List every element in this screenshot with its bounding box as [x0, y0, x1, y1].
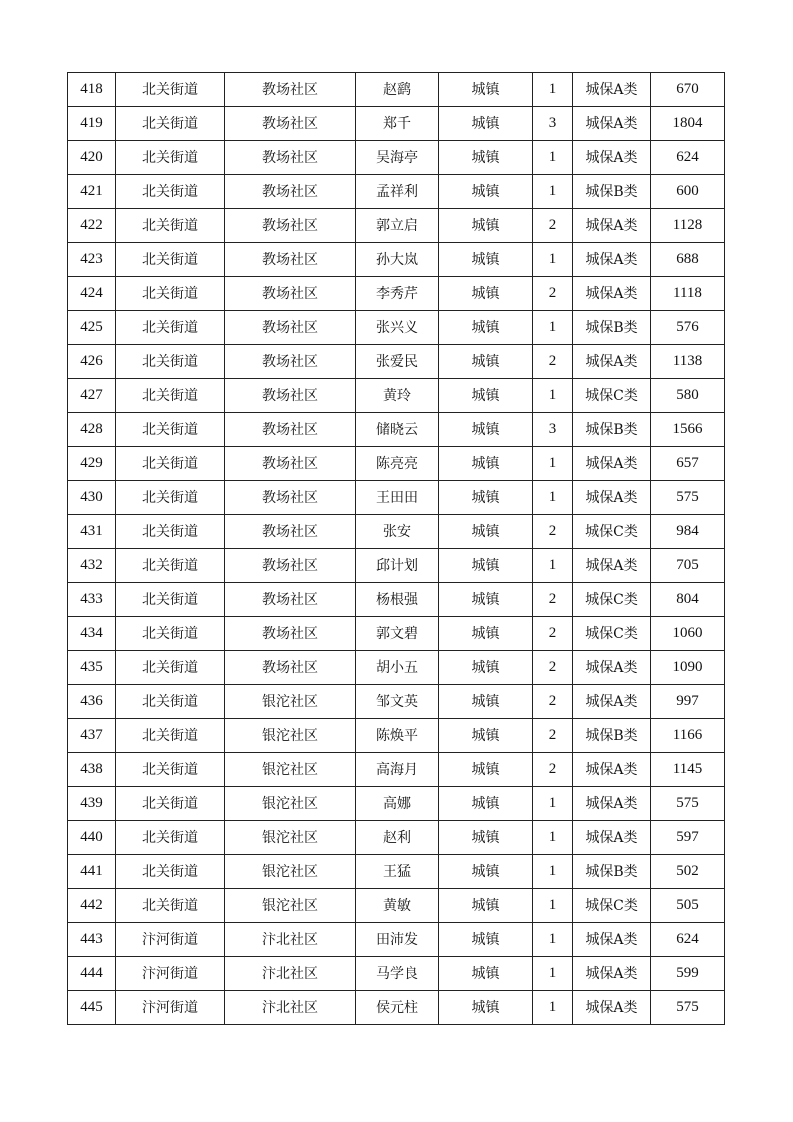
subdistrict-cell: 北关街道	[116, 209, 225, 243]
residence-type-cell: 城镇	[439, 855, 533, 889]
subdistrict-cell: 汴河街道	[116, 923, 225, 957]
row-number-cell: 425	[68, 311, 116, 345]
community-cell: 教场社区	[225, 73, 356, 107]
table-row	[68, 821, 725, 855]
name-cell: 杨根强	[356, 583, 439, 617]
subdistrict-cell: 北关街道	[116, 413, 225, 447]
name-cell: 储晓云	[356, 413, 439, 447]
community-cell: 教场社区	[225, 481, 356, 515]
name-cell: 高娜	[356, 787, 439, 821]
name-cell: 张爱民	[356, 345, 439, 379]
name-cell: 邹文英	[356, 685, 439, 719]
subdistrict-cell: 北关街道	[116, 73, 225, 107]
assistance-category-cell: 城保A类	[573, 209, 651, 243]
community-cell: 银沱社区	[225, 719, 356, 753]
household-size-cell: 1	[533, 175, 573, 209]
name-cell: 邱计划	[356, 549, 439, 583]
name-cell: 黄玲	[356, 379, 439, 413]
subdistrict-cell: 北关街道	[116, 787, 225, 821]
row-number-cell: 437	[68, 719, 116, 753]
row-number-cell: 438	[68, 753, 116, 787]
amount-cell: 575	[651, 481, 725, 515]
household-size-cell: 1	[533, 481, 573, 515]
community-cell: 教场社区	[225, 345, 356, 379]
name-cell: 赵利	[356, 821, 439, 855]
assistance-category-cell: 城保B类	[573, 311, 651, 345]
household-size-cell: 1	[533, 243, 573, 277]
row-number-cell: 429	[68, 447, 116, 481]
assistance-category-cell: 城保A类	[573, 141, 651, 175]
name-cell: 李秀芹	[356, 277, 439, 311]
residence-type-cell: 城镇	[439, 651, 533, 685]
residence-type-cell: 城镇	[439, 923, 533, 957]
assistance-category-cell: 城保A类	[573, 73, 651, 107]
table-row	[68, 209, 725, 243]
table-row	[68, 345, 725, 379]
name-cell: 侯元柱	[356, 991, 439, 1025]
household-size-cell: 2	[533, 583, 573, 617]
household-size-cell: 1	[533, 855, 573, 889]
name-cell: 吴海亭	[356, 141, 439, 175]
assistance-category-cell: 城保A类	[573, 243, 651, 277]
subdistrict-cell: 北关街道	[116, 753, 225, 787]
name-cell: 高海月	[356, 753, 439, 787]
household-size-cell: 1	[533, 991, 573, 1025]
assistance-category-cell: 城保B类	[573, 175, 651, 209]
residence-type-cell: 城镇	[439, 447, 533, 481]
amount-cell: 1090	[651, 651, 725, 685]
residence-type-cell: 城镇	[439, 549, 533, 583]
amount-cell: 1166	[651, 719, 725, 753]
table-row	[68, 617, 725, 651]
residence-type-cell: 城镇	[439, 413, 533, 447]
community-cell: 教场社区	[225, 243, 356, 277]
row-number-cell: 441	[68, 855, 116, 889]
assistance-category-cell: 城保A类	[573, 447, 651, 481]
amount-cell: 688	[651, 243, 725, 277]
assistance-category-cell: 城保A类	[573, 787, 651, 821]
subdistrict-cell: 北关街道	[116, 583, 225, 617]
residence-type-cell: 城镇	[439, 685, 533, 719]
name-cell: 赵鹞	[356, 73, 439, 107]
amount-cell: 1118	[651, 277, 725, 311]
table-row	[68, 447, 725, 481]
row-number-cell: 431	[68, 515, 116, 549]
amount-cell: 670	[651, 73, 725, 107]
row-number-cell: 443	[68, 923, 116, 957]
community-cell: 银沱社区	[225, 889, 356, 923]
household-size-cell: 3	[533, 413, 573, 447]
subdistrict-cell: 北关街道	[116, 141, 225, 175]
name-cell: 郭立启	[356, 209, 439, 243]
amount-cell: 804	[651, 583, 725, 617]
name-cell: 郭文碧	[356, 617, 439, 651]
row-number-cell: 445	[68, 991, 116, 1025]
table-row	[68, 719, 725, 753]
subdistrict-cell: 北关街道	[116, 855, 225, 889]
residence-type-cell: 城镇	[439, 719, 533, 753]
table-row	[68, 957, 725, 991]
name-cell: 胡小五	[356, 651, 439, 685]
row-number-cell: 422	[68, 209, 116, 243]
table-row	[68, 855, 725, 889]
table-row	[68, 175, 725, 209]
amount-cell: 1804	[651, 107, 725, 141]
row-number-cell: 430	[68, 481, 116, 515]
table-row	[68, 685, 725, 719]
assistance-category-cell: 城保C类	[573, 583, 651, 617]
residence-type-cell: 城镇	[439, 889, 533, 923]
name-cell: 王田田	[356, 481, 439, 515]
row-number-cell: 435	[68, 651, 116, 685]
assistance-category-cell: 城保A类	[573, 821, 651, 855]
table-row	[68, 889, 725, 923]
name-cell: 黄敏	[356, 889, 439, 923]
table-row	[68, 413, 725, 447]
assistance-category-cell: 城保A类	[573, 957, 651, 991]
row-number-cell: 418	[68, 73, 116, 107]
name-cell: 孟祥利	[356, 175, 439, 209]
table-row	[68, 107, 725, 141]
residence-type-cell: 城镇	[439, 107, 533, 141]
subdistrict-cell: 北关街道	[116, 685, 225, 719]
row-number-cell: 439	[68, 787, 116, 821]
community-cell: 教场社区	[225, 583, 356, 617]
household-size-cell: 2	[533, 617, 573, 651]
assistance-category-cell: 城保B类	[573, 719, 651, 753]
community-cell: 教场社区	[225, 447, 356, 481]
table-row	[68, 243, 725, 277]
community-cell: 银沱社区	[225, 753, 356, 787]
row-number-cell: 432	[68, 549, 116, 583]
residence-type-cell: 城镇	[439, 787, 533, 821]
residence-type-cell: 城镇	[439, 481, 533, 515]
amount-cell: 624	[651, 923, 725, 957]
subdistrict-cell: 北关街道	[116, 617, 225, 651]
household-size-cell: 1	[533, 821, 573, 855]
row-number-cell: 421	[68, 175, 116, 209]
subdistrict-cell: 北关街道	[116, 515, 225, 549]
assistance-category-cell: 城保A类	[573, 277, 651, 311]
residence-type-cell: 城镇	[439, 175, 533, 209]
residence-type-cell: 城镇	[439, 345, 533, 379]
residence-type-cell: 城镇	[439, 141, 533, 175]
subdistrict-cell: 北关街道	[116, 447, 225, 481]
amount-cell: 1138	[651, 345, 725, 379]
household-size-cell: 2	[533, 651, 573, 685]
assistance-category-cell: 城保A类	[573, 107, 651, 141]
household-size-cell: 1	[533, 311, 573, 345]
assistance-category-cell: 城保A类	[573, 991, 651, 1025]
household-size-cell: 1	[533, 787, 573, 821]
table-row	[68, 651, 725, 685]
community-cell: 教场社区	[225, 617, 356, 651]
amount-cell: 580	[651, 379, 725, 413]
community-cell: 银沱社区	[225, 855, 356, 889]
community-cell: 银沱社区	[225, 787, 356, 821]
household-size-cell: 1	[533, 889, 573, 923]
household-size-cell: 1	[533, 141, 573, 175]
table-row	[68, 583, 725, 617]
subdistrict-cell: 北关街道	[116, 243, 225, 277]
subdistrict-cell: 北关街道	[116, 719, 225, 753]
amount-cell: 575	[651, 787, 725, 821]
subdistrict-cell: 北关街道	[116, 107, 225, 141]
residence-type-cell: 城镇	[439, 957, 533, 991]
name-cell: 郑千	[356, 107, 439, 141]
residence-type-cell: 城镇	[439, 515, 533, 549]
table-row	[68, 277, 725, 311]
subdistrict-cell: 北关街道	[116, 175, 225, 209]
household-size-cell: 1	[533, 549, 573, 583]
assistance-category-cell: 城保A类	[573, 651, 651, 685]
household-size-cell: 1	[533, 73, 573, 107]
table-row	[68, 515, 725, 549]
name-cell: 王猛	[356, 855, 439, 889]
household-size-cell: 2	[533, 345, 573, 379]
table-row	[68, 481, 725, 515]
household-size-cell: 1	[533, 957, 573, 991]
community-cell: 教场社区	[225, 107, 356, 141]
household-size-cell: 2	[533, 277, 573, 311]
subdistrict-cell: 北关街道	[116, 311, 225, 345]
residence-type-cell: 城镇	[439, 209, 533, 243]
row-number-cell: 436	[68, 685, 116, 719]
table-row	[68, 923, 725, 957]
community-cell: 教场社区	[225, 277, 356, 311]
row-number-cell: 444	[68, 957, 116, 991]
table-row	[68, 753, 725, 787]
assistance-category-cell: 城保C类	[573, 617, 651, 651]
row-number-cell: 427	[68, 379, 116, 413]
assistance-category-cell: 城保A类	[573, 549, 651, 583]
subdistrict-cell: 北关街道	[116, 345, 225, 379]
name-cell: 陈焕平	[356, 719, 439, 753]
assistance-category-cell: 城保A类	[573, 753, 651, 787]
assistance-category-cell: 城保A类	[573, 481, 651, 515]
table-row	[68, 73, 725, 107]
row-number-cell: 433	[68, 583, 116, 617]
residence-type-cell: 城镇	[439, 991, 533, 1025]
row-number-cell: 423	[68, 243, 116, 277]
amount-cell: 600	[651, 175, 725, 209]
amount-cell: 984	[651, 515, 725, 549]
subdistrict-cell: 北关街道	[116, 549, 225, 583]
table-row	[68, 311, 725, 345]
residence-type-cell: 城镇	[439, 583, 533, 617]
household-size-cell: 2	[533, 685, 573, 719]
name-cell: 张兴义	[356, 311, 439, 345]
residence-type-cell: 城镇	[439, 243, 533, 277]
assistance-category-cell: 城保A类	[573, 923, 651, 957]
subdistrict-cell: 北关街道	[116, 481, 225, 515]
row-number-cell: 442	[68, 889, 116, 923]
subdistrict-cell: 北关街道	[116, 889, 225, 923]
row-number-cell: 424	[68, 277, 116, 311]
community-cell: 教场社区	[225, 175, 356, 209]
residence-type-cell: 城镇	[439, 311, 533, 345]
amount-cell: 705	[651, 549, 725, 583]
row-number-cell: 420	[68, 141, 116, 175]
residence-type-cell: 城镇	[439, 379, 533, 413]
subdistrict-cell: 北关街道	[116, 821, 225, 855]
household-size-cell: 1	[533, 447, 573, 481]
subdistrict-cell: 北关街道	[116, 379, 225, 413]
amount-cell: 576	[651, 311, 725, 345]
amount-cell: 597	[651, 821, 725, 855]
amount-cell: 1060	[651, 617, 725, 651]
amount-cell: 624	[651, 141, 725, 175]
name-cell: 陈亮亮	[356, 447, 439, 481]
residence-type-cell: 城镇	[439, 277, 533, 311]
table-row	[68, 379, 725, 413]
amount-cell: 657	[651, 447, 725, 481]
assistance-category-cell: 城保B类	[573, 855, 651, 889]
household-size-cell: 3	[533, 107, 573, 141]
subdistrict-cell: 北关街道	[116, 651, 225, 685]
row-number-cell: 419	[68, 107, 116, 141]
community-cell: 教场社区	[225, 651, 356, 685]
community-cell: 教场社区	[225, 413, 356, 447]
assistance-category-cell: 城保B类	[573, 413, 651, 447]
community-cell: 汴北社区	[225, 957, 356, 991]
row-number-cell: 428	[68, 413, 116, 447]
community-cell: 汴北社区	[225, 923, 356, 957]
amount-cell: 502	[651, 855, 725, 889]
residence-type-cell: 城镇	[439, 821, 533, 855]
community-cell: 银沱社区	[225, 821, 356, 855]
household-size-cell: 2	[533, 719, 573, 753]
amount-cell: 1566	[651, 413, 725, 447]
name-cell: 孙大岚	[356, 243, 439, 277]
household-size-cell: 1	[533, 923, 573, 957]
name-cell: 田沛发	[356, 923, 439, 957]
community-cell: 教场社区	[225, 209, 356, 243]
amount-cell: 997	[651, 685, 725, 719]
assistance-category-cell: 城保C类	[573, 889, 651, 923]
community-cell: 教场社区	[225, 311, 356, 345]
table-row	[68, 549, 725, 583]
table-row	[68, 787, 725, 821]
subdistrict-cell: 汴河街道	[116, 957, 225, 991]
amount-cell: 1145	[651, 753, 725, 787]
row-number-cell: 440	[68, 821, 116, 855]
row-number-cell: 434	[68, 617, 116, 651]
row-number-cell: 426	[68, 345, 116, 379]
table-row	[68, 141, 725, 175]
data-table	[67, 72, 725, 1025]
household-size-cell: 2	[533, 753, 573, 787]
amount-cell: 1128	[651, 209, 725, 243]
community-cell: 教场社区	[225, 549, 356, 583]
community-cell: 教场社区	[225, 379, 356, 413]
community-cell: 教场社区	[225, 141, 356, 175]
table-body	[68, 73, 725, 1025]
assistance-category-cell: 城保A类	[573, 685, 651, 719]
amount-cell: 505	[651, 889, 725, 923]
table-row	[68, 991, 725, 1025]
assistance-category-cell: 城保C类	[573, 515, 651, 549]
community-cell: 银沱社区	[225, 685, 356, 719]
assistance-category-cell: 城保A类	[573, 345, 651, 379]
subdistrict-cell: 北关街道	[116, 277, 225, 311]
residence-type-cell: 城镇	[439, 753, 533, 787]
household-size-cell: 2	[533, 209, 573, 243]
name-cell: 马学良	[356, 957, 439, 991]
subdistrict-cell: 汴河街道	[116, 991, 225, 1025]
assistance-category-cell: 城保C类	[573, 379, 651, 413]
residence-type-cell: 城镇	[439, 73, 533, 107]
name-cell: 张安	[356, 515, 439, 549]
residence-type-cell: 城镇	[439, 617, 533, 651]
community-cell: 教场社区	[225, 515, 356, 549]
amount-cell: 599	[651, 957, 725, 991]
community-cell: 汴北社区	[225, 991, 356, 1025]
household-size-cell: 2	[533, 515, 573, 549]
household-size-cell: 1	[533, 379, 573, 413]
amount-cell: 575	[651, 991, 725, 1025]
